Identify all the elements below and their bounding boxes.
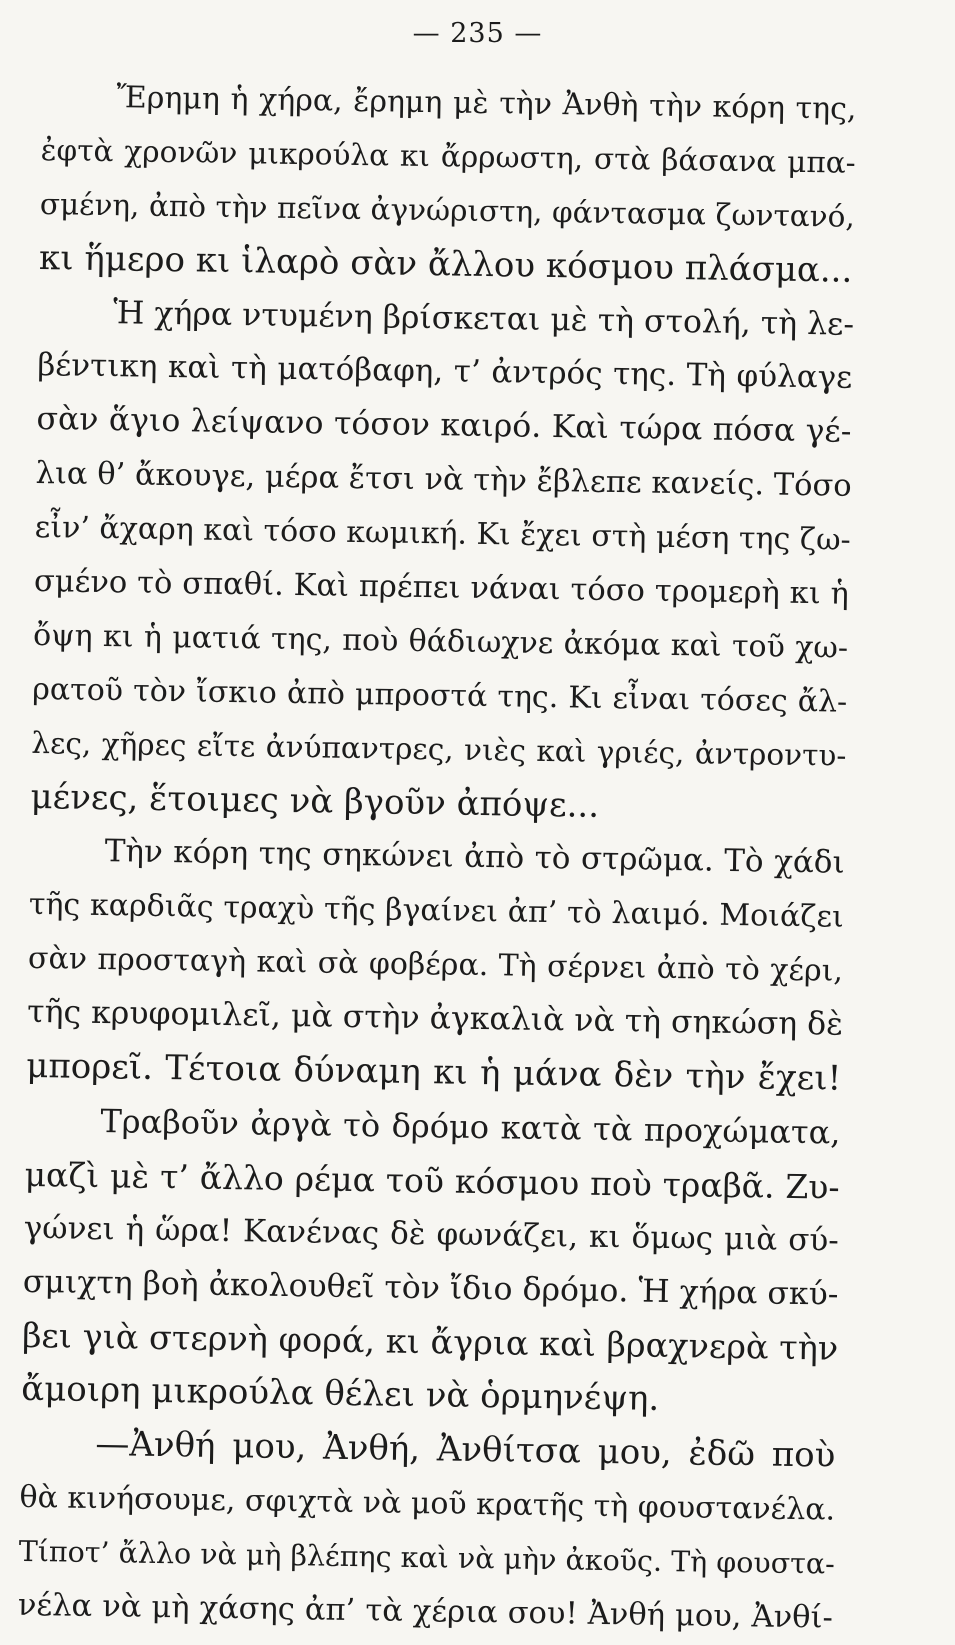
text-line: θὰ κινήσουμε, σφιχτὰ νὰ μοῦ κρατῆς τὴ φουστανέλα. bbox=[19, 1479, 836, 1528]
text-line: εἶν’ ἄχαρη καὶ τόσο κωμική. Κι ἔχει στὴ μέση της ζω- bbox=[34, 510, 851, 558]
text-line: σὰν προσταγὴ καὶ σὰ φοβέρα. Τὴ σέρνει ἀπὸ τὸ χέρι, bbox=[27, 941, 844, 989]
text-line: Τίποτ’ ἄλλο νὰ μὴ βλέπης καὶ νὰ μὴν ἀκοῦς. Τὴ φουστα- bbox=[18, 1534, 836, 1581]
text-line: νέλα νὰ μὴ χάσης ἀπ’ τὰ χέρια σου! Ἀνθή μου, Ἀνθί- bbox=[17, 1587, 834, 1636]
text-line: τῆς καρδιᾶς τραχὺ τῆς βγαίνει ἀπ’ τὸ λαιμό. Μοιάζει bbox=[28, 887, 845, 936]
page-number: — 235 — bbox=[412, 18, 543, 49]
text-line: σμένο τὸ σπαθί. Καὶ πρέπει νάναι τόσο τρομερὴ κι ἡ bbox=[33, 563, 850, 612]
text-line: μένες, ἕτοιμες νὰ βγοῦν ἀπόψε... bbox=[30, 776, 600, 826]
text-line: λες, χῆρες εἴτε ἀνύπαντρες, νιὲς καὶ γριές, ἀντροντυ- bbox=[31, 725, 847, 773]
text-line: ἐφτὰ χρονῶν μικρούλα κι ἄρρωστη, στὰ βάσανα μπα- bbox=[40, 132, 856, 180]
text-line: γώνει ἡ ὥρα! Κανένας δὲ φωνάζει, κι ὅμως μιὰ σύ- bbox=[23, 1209, 839, 1259]
text-line: τῆς κρυφομιλεῖ, μὰ στὴν ἀγκαλιὰ νὰ τὴ σηκώση δὲ bbox=[26, 994, 844, 1043]
text-line: κι ἥμερο κι ἱλαρὸ σὰν ἄλλου κόσμου πλάσμα... bbox=[38, 237, 853, 291]
text-line: μπορεῖ. Τέτοια δύναμη κι ἡ μάνα δὲν τὴν ἔχει! bbox=[26, 1045, 842, 1099]
text-line: σμιχτη βοὴ ἀκολουθεῖ τὸν ἴδιο δρόμο. Ἡ χήρα σκύ- bbox=[22, 1263, 839, 1313]
text-line: Τὴν κόρη της σηκώνει ἀπὸ τὸ στρῶμα. Τὸ χάδι bbox=[104, 833, 845, 882]
text-line: Ἔρημη ἡ χήρα, ἔρημη μὲ τὴν Ἀνθὴ τὴν κόρη της, bbox=[116, 80, 857, 127]
text-line: ρατοῦ τὸν ἴσκιο ἀπὸ μπροστά της. Κι εἶναι τόσες ἄλ- bbox=[31, 671, 848, 720]
text-line: ὄψη κι ἡ ματιά της, ποὺ θάδιωχνε ἀκόμα καὶ τοῦ χω- bbox=[32, 617, 849, 666]
text-line: σμένη, ἀπὸ τὴν πεῖνα ἀγνώριστη, φάντασμα ζωντανό, bbox=[39, 186, 856, 234]
text-line: βέντικη καὶ τὴ ματόβαφη, τ’ ἀντρός της. Τὴ φύλαγε bbox=[37, 347, 853, 397]
text-line: Ἡ χήρα ντυμένη βρίσκεται μὲ τὴ στολή, τὴ λε- bbox=[112, 294, 855, 343]
text-line: σὰν ἅγιο λείψανο τόσον καιρό. Καὶ τώρα πόσα γέ- bbox=[36, 401, 852, 451]
text-line: μαζὶ μὲ τ’ ἄλλο ρέμα τοῦ κόσμου ποὺ τραβᾶ. Ζυ- bbox=[24, 1154, 840, 1207]
text-line: λια θ’ ἄκουγε, μέρα ἔτσι νὰ τὴν ἔβλεπε κανείς. Τόσο bbox=[35, 456, 852, 505]
text-line: βει γιὰ στερνὴ φορά, κι ἄγρια καὶ βραχνερὰ τὴν bbox=[21, 1316, 839, 1369]
text-line: Τραβοῦν ἀργὰ τὸ δρόμο κατὰ τὰ προχώματα, bbox=[100, 1101, 841, 1152]
text-line: —Ἀνθή μου, Ἀνθή, Ἀνθίτσα μου, ἐδῶ ποὺ bbox=[95, 1424, 836, 1476]
text-line: ἄμοιρη μικρούλα θέλει νὰ ὁρμηνέψη. bbox=[20, 1369, 660, 1420]
body-text bbox=[17, 70, 856, 1645]
